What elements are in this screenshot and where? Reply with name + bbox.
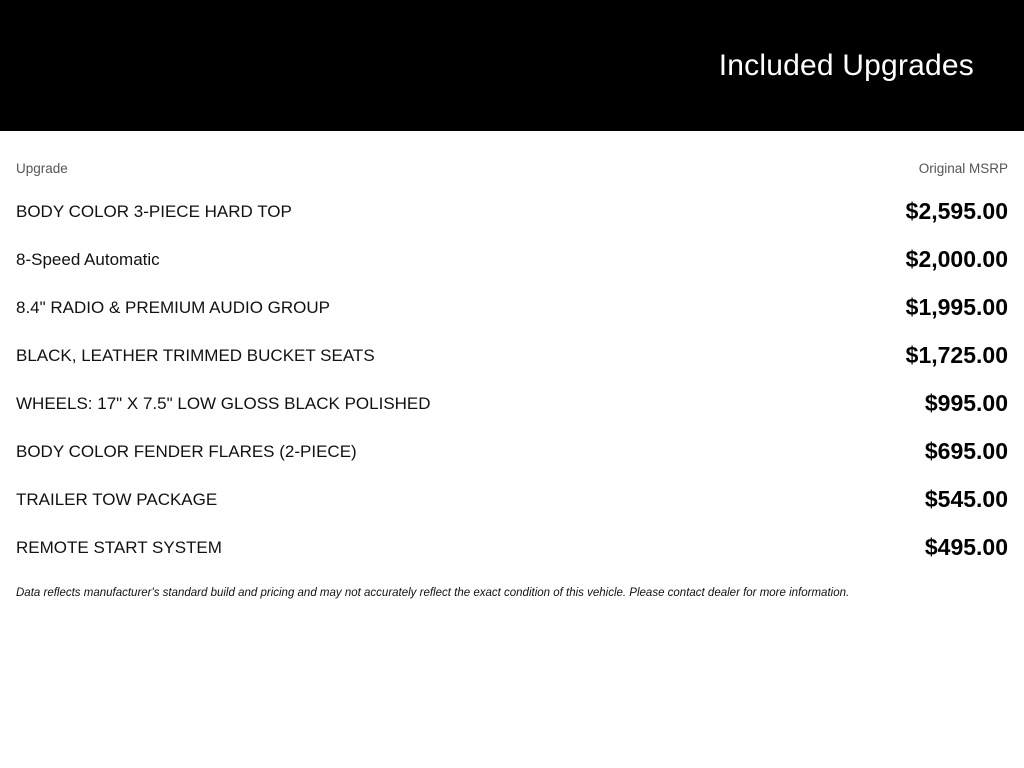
column-header-upgrade: Upgrade xyxy=(16,161,68,176)
upgrades-table xyxy=(16,131,1008,572)
table-row xyxy=(16,476,1008,524)
upgrade-price: $1,725.00 xyxy=(905,342,1008,368)
upgrade-label: BODY COLOR FENDER FLARES (2-PIECE) xyxy=(16,441,357,461)
table-row xyxy=(16,524,1008,572)
upgrade-price: $545.00 xyxy=(924,486,1008,512)
table-row xyxy=(16,380,1008,428)
table-body xyxy=(16,188,1008,572)
upgrade-label: REMOTE START SYSTEM xyxy=(16,537,222,557)
upgrade-label: BODY COLOR 3-PIECE HARD TOP xyxy=(16,201,292,221)
upgrade-label: BLACK, LEATHER TRIMMED BUCKET SEATS xyxy=(16,345,375,365)
upgrade-price: $695.00 xyxy=(924,438,1008,464)
column-header-msrp: Original MSRP xyxy=(918,161,1008,176)
upgrade-price: $1,995.00 xyxy=(905,294,1008,320)
upgrade-label: 8.4" RADIO & PREMIUM AUDIO GROUP xyxy=(16,297,330,317)
table-row xyxy=(16,428,1008,476)
table-row xyxy=(16,236,1008,284)
table-row xyxy=(16,284,1008,332)
upgrade-label: WHEELS: 17" X 7.5" LOW GLOSS BLACK POLISHED xyxy=(16,393,431,413)
upgrades-content xyxy=(0,131,1024,572)
header-band xyxy=(0,0,1024,131)
upgrade-price: $2,595.00 xyxy=(905,198,1008,224)
upgrade-price: $995.00 xyxy=(924,390,1008,416)
upgrade-label: TRAILER TOW PACKAGE xyxy=(16,489,218,509)
table-head xyxy=(16,131,1008,188)
upgrade-label: 8-Speed Automatic xyxy=(16,249,160,269)
table-header-row xyxy=(16,131,1008,188)
upgrade-price: $2,000.00 xyxy=(905,246,1008,272)
table-row xyxy=(16,188,1008,236)
upgrade-price: $495.00 xyxy=(924,534,1008,560)
table-row xyxy=(16,332,1008,380)
page-title: Included Upgrades xyxy=(718,48,974,82)
disclaimer-text: Data reflects manufacturer's standard build and pricing and may not accurately reflect the exact condition of this vehicle. Please contact dealer for more information. xyxy=(16,587,850,599)
